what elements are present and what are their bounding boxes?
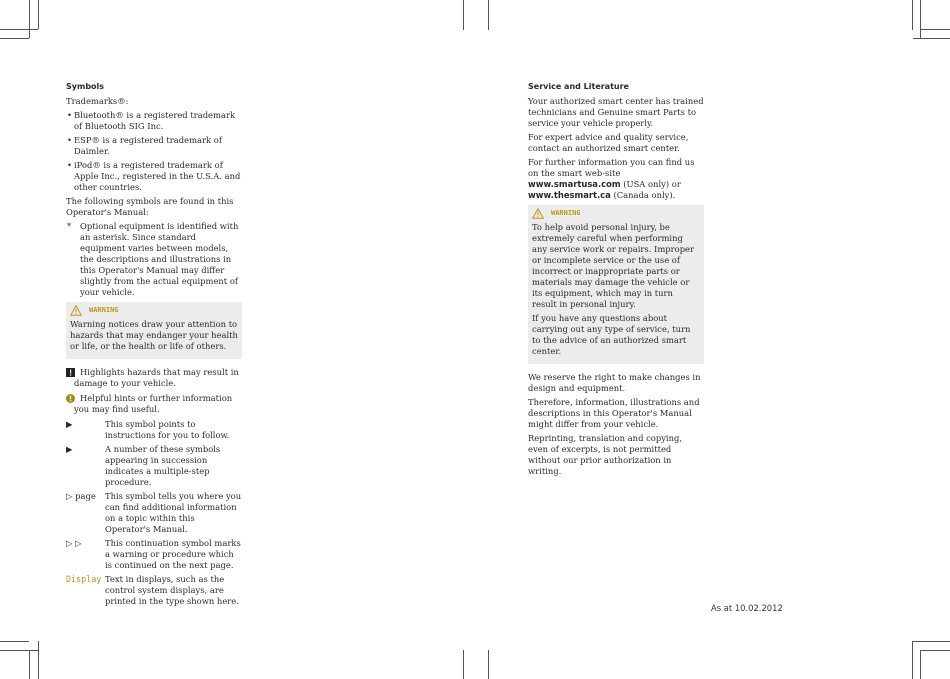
arrow-icon: ▶ (66, 419, 73, 429)
warning-text: Warning notices draw your attention to hazards that may endanger your health or life, or the health or life of others. (70, 319, 238, 351)
warning-triangle-icon (532, 208, 544, 219)
trademark-bullet: • Bluetooth® is a registered trademark of Bluetooth SIG Inc. (66, 110, 242, 132)
symbol-text: This symbol points to instructions for you to follow. (105, 419, 230, 440)
exclamation-icon (66, 368, 75, 377)
symbol-text: A number of these symbols appearing in succession indicates a multiple-step procedure. (105, 444, 221, 487)
canada-website-link[interactable]: www.thesmart.ca (528, 190, 611, 200)
warning-triangle-icon (70, 305, 82, 316)
symbol-text: Text in displays, such as the control system displays, are printed in the type shown here. (105, 574, 239, 606)
symbol-row (66, 538, 242, 571)
asterisk-text: Optional equipment is identified with an asterisk. Since standard equipment varies between models, the descriptions and illustrations in this Operator's Manual may differ slightly from the actual equipment of your vehicle. (80, 221, 239, 297)
warning-text: To help avoid personal injury, be extremely careful when performing any service work or repairs. Improper or incomplete service or the use of incorrect or inappropriate parts or materials may damage the vehicle or its equipment, which may in turn result in personal injury. (532, 222, 695, 309)
symbols-intro: The following symbols are found in this Operator's Manual: (66, 196, 234, 217)
usa-website-link[interactable]: www.smartusa.com (528, 179, 621, 189)
symbol-row (66, 491, 242, 535)
trademark-bullet: • ESP® is a registered trademark of Daimler. (66, 135, 242, 157)
service-column (528, 81, 704, 480)
page-ref-icon: ▷ page (66, 491, 96, 501)
website-text: (Canada only). (610, 190, 676, 200)
symbol-text: This symbol tells you where you can find additional information on a topic within this Operator's Manual. (105, 491, 242, 534)
info-icon (66, 394, 75, 403)
warning-header (532, 208, 700, 219)
service-paragraph: We reserve the right to make changes in design and equipment. (528, 372, 701, 393)
service-paragraph: Therefore, information, illustrations and descriptions in this Operator's Manual might differ from your vehicle. (528, 397, 700, 429)
warning-header (70, 305, 238, 316)
service-paragraph: Your authorized smart center has trained technicians and Genuine smart Parts to service your vehicle properly. (528, 96, 704, 128)
warning-box (66, 302, 242, 359)
symbol-row (66, 574, 242, 607)
hazard-text: Highlights hazards that may result in damage to your vehicle. (74, 367, 239, 388)
asterisk-note (66, 221, 242, 298)
symbols-heading: Symbols (66, 82, 105, 91)
symbol-text: This continuation symbol marks a warning or procedure which is continued on the next page. (105, 538, 241, 570)
symbol-row (66, 444, 242, 488)
as-at-date: As at 10.02.2012 (711, 603, 783, 613)
warning-label: WARNING (551, 209, 581, 217)
website-text: For further information you can find us on the smart web-site (528, 157, 695, 178)
service-paragraph: For expert advice and quality service, contact an authorized smart center. (528, 132, 689, 153)
asterisk-mark: * (67, 221, 72, 231)
hint-text: Helpful hints or further information you may find useful. (74, 393, 233, 414)
display-sample: Display (66, 574, 102, 584)
trademarks-label: Trademarks®: (66, 96, 129, 106)
warning-text: If you have any questions about carrying out any type of service, turn to the advice of an authorized smart center. (532, 313, 691, 356)
trademark-bullet: • iPod® is a registered trademark of Apple Inc., registered in the U.S.A. and other countries. (66, 160, 242, 193)
hazard-note (66, 367, 242, 389)
website-paragraph (528, 157, 704, 201)
continuation-icon: ▷ ▷ (66, 538, 82, 548)
arrow-icon: ▶ (66, 444, 73, 454)
symbol-row (66, 419, 242, 441)
warning-label: WARNING (89, 306, 119, 314)
hint-note (66, 393, 242, 415)
service-paragraph: Reprinting, translation and copying, even of excerpts, is not permitted without our prior authorization in writing. (528, 433, 683, 476)
website-text: (USA only) or (620, 179, 681, 189)
service-heading: Service and Literature (528, 82, 629, 91)
symbols-column (66, 81, 242, 610)
warning-box (528, 205, 704, 364)
